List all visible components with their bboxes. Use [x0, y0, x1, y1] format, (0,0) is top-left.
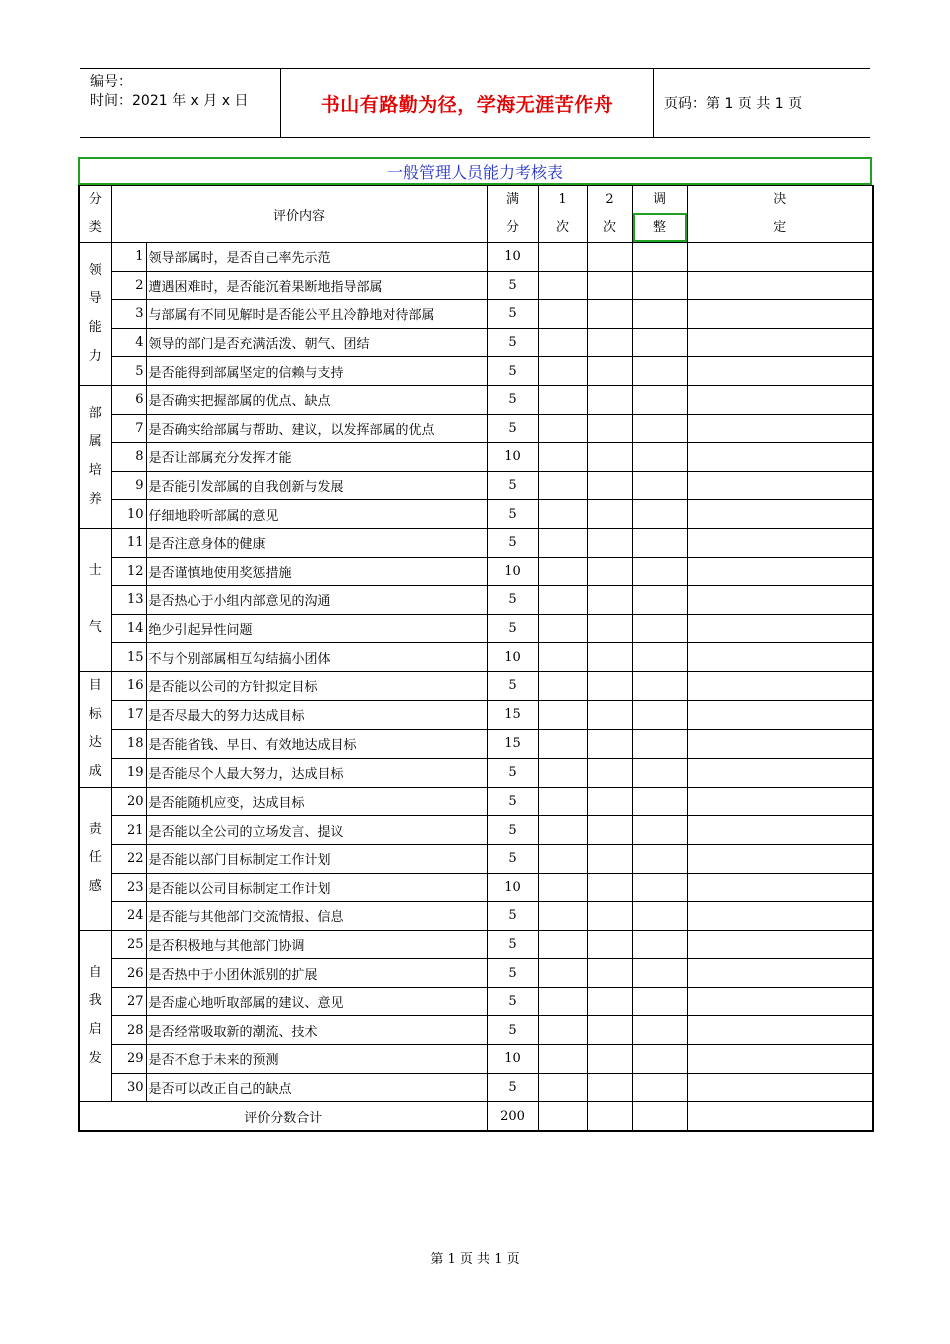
first-score-cell[interactable] [538, 1045, 587, 1074]
category-char: 启 [88, 1021, 102, 1037]
decision-cell[interactable] [687, 557, 873, 586]
first-score-cell[interactable] [538, 586, 587, 615]
adjust-cell[interactable] [632, 873, 687, 902]
second-total-cell[interactable] [587, 1102, 632, 1131]
full-score-cell: 5 [487, 1073, 538, 1102]
item-number: 19 [111, 758, 146, 787]
decision-cell[interactable] [687, 787, 873, 816]
full-score-cell: 5 [487, 586, 538, 615]
first-score-cell[interactable] [538, 385, 587, 414]
item-number: 5 [111, 357, 146, 386]
assessment-form [78, 157, 872, 1132]
adjust-cell[interactable] [632, 729, 687, 758]
first-score-cell[interactable] [538, 443, 587, 472]
decision-cell[interactable] [687, 300, 873, 329]
adjust-cell[interactable] [632, 844, 687, 873]
item-text: 是否能以公司的方针拟定目标 [146, 671, 487, 700]
item-number: 22 [111, 844, 146, 873]
second-score-cell[interactable] [587, 930, 632, 959]
item-text: 是否经常吸取新的潮流、技术 [146, 1016, 487, 1045]
adjust-cell[interactable] [632, 930, 687, 959]
table-row [79, 643, 873, 672]
item-number: 26 [111, 959, 146, 988]
second-score-cell[interactable] [587, 586, 632, 615]
category-char: 达 [88, 735, 102, 751]
second-score-cell[interactable] [587, 1045, 632, 1074]
decision-cell[interactable] [687, 1045, 873, 1074]
header-meta [80, 69, 281, 137]
table-title: 一般管理人员能力考核表 [78, 157, 872, 185]
item-text: 遭遇困难时，是否能沉着果断地指导部属 [146, 271, 487, 300]
header-decision: 决 定 [687, 186, 873, 243]
category-char: 自 [88, 964, 102, 980]
table-row [79, 930, 873, 959]
item-number: 17 [111, 700, 146, 729]
full-score-cell: 5 [487, 528, 538, 557]
full-score-cell: 5 [487, 357, 538, 386]
header-adjust: 调 整 [632, 186, 687, 243]
table-row [79, 500, 873, 529]
first-score-cell[interactable] [538, 959, 587, 988]
second-score-cell[interactable] [587, 357, 632, 386]
item-number: 27 [111, 987, 146, 1016]
decision-cell[interactable] [687, 959, 873, 988]
item-number: 25 [111, 930, 146, 959]
item-text: 是否可以改正自己的缺点 [146, 1073, 487, 1102]
second-score-cell[interactable] [587, 300, 632, 329]
full-score-cell: 10 [487, 873, 538, 902]
full-score-cell: 5 [487, 614, 538, 643]
table-row [79, 816, 873, 845]
decision-total-cell[interactable] [687, 1102, 873, 1131]
category-char: 我 [88, 993, 102, 1009]
item-number: 9 [111, 471, 146, 500]
category-char: 力 [88, 348, 102, 364]
table-body [79, 186, 873, 1131]
item-text: 不与个别部属相互勾结搞小团体 [146, 643, 487, 672]
item-number: 10 [111, 500, 146, 529]
second-score-cell[interactable] [587, 328, 632, 357]
item-text: 是否热心于小组内部意见的沟通 [146, 586, 487, 615]
decision-cell[interactable] [687, 816, 873, 845]
second-score-cell[interactable] [587, 243, 632, 272]
adjust-cell[interactable] [632, 1073, 687, 1102]
item-text: 是否谨慎地使用奖惩措施 [146, 557, 487, 586]
category-cell [79, 528, 111, 671]
decision-cell[interactable] [687, 271, 873, 300]
item-text: 是否能尽个人最大努力，达成目标 [146, 758, 487, 787]
table-row [79, 414, 873, 443]
first-score-cell[interactable] [538, 902, 587, 931]
header-first: 1 次 [538, 186, 587, 243]
full-score-cell: 5 [487, 671, 538, 700]
first-score-cell[interactable] [538, 844, 587, 873]
table-row [79, 787, 873, 816]
item-text: 是否能得到部属坚定的信赖与支持 [146, 357, 487, 386]
first-score-cell[interactable] [538, 758, 587, 787]
item-number: 23 [111, 873, 146, 902]
full-score-cell: 5 [487, 758, 538, 787]
total-row [79, 1102, 873, 1131]
second-score-cell[interactable] [587, 902, 632, 931]
category-char: 士 [88, 562, 102, 578]
first-score-cell[interactable] [538, 271, 587, 300]
first-score-cell[interactable] [538, 414, 587, 443]
full-score-cell: 10 [487, 443, 538, 472]
adjust-cell[interactable] [632, 643, 687, 672]
item-number: 13 [111, 586, 146, 615]
first-score-cell[interactable] [538, 300, 587, 329]
category-char: 能 [88, 319, 102, 335]
item-number: 29 [111, 1045, 146, 1074]
second-score-cell[interactable] [587, 500, 632, 529]
first-score-cell[interactable] [538, 987, 587, 1016]
header-category: 分 类 [79, 186, 111, 243]
table-row [79, 873, 873, 902]
decision-cell[interactable] [687, 357, 873, 386]
category-char: 部 [88, 405, 102, 421]
full-score-cell: 5 [487, 844, 538, 873]
full-score-cell: 10 [487, 643, 538, 672]
second-score-cell[interactable] [587, 729, 632, 758]
table-row [79, 328, 873, 357]
item-text: 领导部属时，是否自己率先示范 [146, 243, 487, 272]
table-row [79, 614, 873, 643]
full-score-cell: 5 [487, 930, 538, 959]
item-number: 24 [111, 902, 146, 931]
first-score-cell[interactable] [538, 1073, 587, 1102]
table-row [79, 471, 873, 500]
decision-cell[interactable] [687, 1016, 873, 1045]
category-char: 导 [88, 291, 102, 307]
table-row [79, 844, 873, 873]
item-number: 6 [111, 385, 146, 414]
full-score-cell: 15 [487, 700, 538, 729]
decision-cell[interactable] [687, 528, 873, 557]
decision-cell[interactable] [687, 729, 873, 758]
category-char: 气 [88, 620, 102, 636]
table-header-row [79, 186, 873, 243]
adjust-cell[interactable] [632, 357, 687, 386]
first-score-cell[interactable] [538, 357, 587, 386]
decision-cell[interactable] [687, 987, 873, 1016]
second-score-cell[interactable] [587, 471, 632, 500]
date-label: 时间：2021 年 x 月 x 日 [90, 93, 249, 109]
full-score-cell: 10 [487, 557, 538, 586]
first-score-cell[interactable] [538, 787, 587, 816]
first-total-cell[interactable] [538, 1102, 587, 1131]
adjust-cell[interactable] [632, 1016, 687, 1045]
full-score-cell: 5 [487, 500, 538, 529]
full-score-cell: 5 [487, 816, 538, 845]
item-number: 1 [111, 243, 146, 272]
category-cell [79, 671, 111, 787]
item-number: 18 [111, 729, 146, 758]
table-row [79, 300, 873, 329]
first-score-cell[interactable] [538, 500, 587, 529]
first-score-cell[interactable] [538, 471, 587, 500]
decision-cell[interactable] [687, 328, 873, 357]
decision-cell[interactable] [687, 586, 873, 615]
table-row [79, 959, 873, 988]
item-text: 是否积极地与其他部门协调 [146, 930, 487, 959]
assessment-table [78, 185, 874, 1132]
full-score-cell: 5 [487, 787, 538, 816]
item-number: 12 [111, 557, 146, 586]
adjust-cell[interactable] [632, 328, 687, 357]
first-score-cell[interactable] [538, 528, 587, 557]
adjust-cell[interactable] [632, 300, 687, 329]
category-char [80, 586, 111, 615]
document-header [80, 68, 870, 138]
adjust-cell[interactable] [632, 816, 687, 845]
category-char: 目 [88, 677, 102, 693]
first-score-cell[interactable] [538, 1016, 587, 1045]
second-score-cell[interactable] [587, 614, 632, 643]
item-number: 11 [111, 528, 146, 557]
category-char: 培 [88, 462, 102, 478]
header-page-info: 页码：第 1 页 共 1 页 [664, 96, 803, 112]
adjust-cell[interactable] [632, 271, 687, 300]
second-score-cell[interactable] [587, 844, 632, 873]
item-text: 绝少引起异性问题 [146, 614, 487, 643]
item-number: 14 [111, 614, 146, 643]
second-score-cell[interactable] [587, 271, 632, 300]
item-text: 是否注意身体的健康 [146, 528, 487, 557]
first-score-cell[interactable] [538, 243, 587, 272]
decision-cell[interactable] [687, 243, 873, 272]
category-cell [79, 243, 111, 386]
second-score-cell[interactable] [587, 443, 632, 472]
item-number: 7 [111, 414, 146, 443]
item-text: 是否能以部门目标制定工作计划 [146, 844, 487, 873]
item-number: 3 [111, 300, 146, 329]
header-motto: 书山有路勤为径，学海无涯苦作舟 [281, 69, 654, 137]
adjust-cell[interactable] [632, 385, 687, 414]
item-text: 是否不怠于未来的预测 [146, 1045, 487, 1074]
decision-cell[interactable] [687, 614, 873, 643]
page-footer: 第 1 页 共 1 页 [430, 1252, 520, 1267]
item-text: 是否能随机应变，达成目标 [146, 787, 487, 816]
decision-cell[interactable] [687, 643, 873, 672]
decision-cell[interactable] [687, 844, 873, 873]
adjust-cell[interactable] [632, 471, 687, 500]
second-score-cell[interactable] [587, 1073, 632, 1102]
decision-cell[interactable] [687, 930, 873, 959]
adjust-cell[interactable] [632, 671, 687, 700]
second-score-cell[interactable] [587, 557, 632, 586]
decision-cell[interactable] [687, 385, 873, 414]
first-score-cell[interactable] [538, 873, 587, 902]
table-row [79, 528, 873, 557]
first-score-cell[interactable] [538, 671, 587, 700]
adjust-cell[interactable] [632, 414, 687, 443]
category-cell [79, 787, 111, 930]
table-row [79, 729, 873, 758]
table-row [79, 1045, 873, 1074]
adjust-cell[interactable] [632, 700, 687, 729]
category-char: 养 [88, 491, 102, 507]
table-row [79, 243, 873, 272]
table-row [79, 1016, 873, 1045]
table-row [79, 758, 873, 787]
adjust-cell[interactable] [632, 243, 687, 272]
full-score-cell: 5 [487, 300, 538, 329]
item-text: 与部属有不同见解时是否能公平且冷静地对待部属 [146, 300, 487, 329]
adjust-cell[interactable] [632, 787, 687, 816]
header-second: 2 次 [587, 186, 632, 243]
full-score-cell: 5 [487, 328, 538, 357]
full-score-cell: 5 [487, 1016, 538, 1045]
second-score-cell[interactable] [587, 1016, 632, 1045]
full-score-cell: 5 [487, 271, 538, 300]
first-score-cell[interactable] [538, 614, 587, 643]
adjust-cell[interactable] [632, 1045, 687, 1074]
adjust-total-cell[interactable] [632, 1102, 687, 1131]
table-row [79, 271, 873, 300]
second-score-cell[interactable] [587, 787, 632, 816]
table-row [79, 557, 873, 586]
second-score-cell[interactable] [587, 671, 632, 700]
item-number: 2 [111, 271, 146, 300]
category-char: 任 [88, 850, 102, 866]
full-score-cell: 15 [487, 729, 538, 758]
table-row [79, 1073, 873, 1102]
item-number: 28 [111, 1016, 146, 1045]
decision-cell[interactable] [687, 671, 873, 700]
full-score-cell: 5 [487, 385, 538, 414]
second-score-cell[interactable] [587, 700, 632, 729]
second-score-cell[interactable] [587, 873, 632, 902]
total-score: 200 [487, 1102, 538, 1131]
full-score-cell: 5 [487, 987, 538, 1016]
second-score-cell[interactable] [587, 959, 632, 988]
second-score-cell[interactable] [587, 816, 632, 845]
table-row [79, 987, 873, 1016]
table-row [79, 357, 873, 386]
category-char: 感 [88, 879, 102, 895]
table-row [79, 586, 873, 615]
full-score-cell: 10 [487, 243, 538, 272]
decision-cell[interactable] [687, 500, 873, 529]
category-char: 责 [88, 821, 102, 837]
item-text: 是否能与其他部门交流情报、信息 [146, 902, 487, 931]
category-cell [79, 385, 111, 528]
full-score-cell: 5 [487, 471, 538, 500]
decision-cell[interactable] [687, 902, 873, 931]
first-score-cell[interactable] [538, 328, 587, 357]
second-score-cell[interactable] [587, 385, 632, 414]
second-score-cell[interactable] [587, 414, 632, 443]
second-score-cell[interactable] [587, 758, 632, 787]
item-text: 是否确实给部属与帮助、建议，以发挥部属的优点 [146, 414, 487, 443]
item-text: 是否尽最大的努力达成目标 [146, 700, 487, 729]
item-text: 是否能以公司目标制定工作计划 [146, 873, 487, 902]
item-text: 是否能省钱、早日、有效地达成目标 [146, 729, 487, 758]
first-score-cell[interactable] [538, 930, 587, 959]
category-char: 成 [88, 764, 102, 780]
item-text: 是否能引发部属的自我创新与发展 [146, 471, 487, 500]
category-char: 发 [88, 1050, 102, 1066]
adjust-cell[interactable] [632, 987, 687, 1016]
adjust-cell[interactable] [632, 902, 687, 931]
category-char: 标 [88, 706, 102, 722]
item-number: 20 [111, 787, 146, 816]
item-number: 16 [111, 671, 146, 700]
full-score-cell: 5 [487, 959, 538, 988]
item-number: 15 [111, 643, 146, 672]
decision-cell[interactable] [687, 414, 873, 443]
first-score-cell[interactable] [538, 643, 587, 672]
header-content: 评价内容 [111, 186, 487, 243]
item-text: 领导的部门是否充满活泼、朝气、团结 [146, 328, 487, 357]
second-score-cell[interactable] [587, 528, 632, 557]
adjust-cell[interactable] [632, 557, 687, 586]
decision-cell[interactable] [687, 700, 873, 729]
first-score-cell[interactable] [538, 729, 587, 758]
category-cell [79, 930, 111, 1102]
first-score-cell[interactable] [538, 816, 587, 845]
full-score-cell: 10 [487, 1045, 538, 1074]
item-text: 是否能以全公司的立场发言、提议 [146, 816, 487, 845]
adjust-cell[interactable] [632, 443, 687, 472]
item-text: 是否确实把握部属的优点、缺点 [146, 385, 487, 414]
item-text: 仔细地聆听部属的意见 [146, 500, 487, 529]
decision-cell[interactable] [687, 443, 873, 472]
item-text: 是否热中于小团休派别的扩展 [146, 959, 487, 988]
item-text: 是否虚心地听取部属的建议、意见 [146, 987, 487, 1016]
item-number: 30 [111, 1073, 146, 1102]
decision-cell[interactable] [687, 758, 873, 787]
item-number: 4 [111, 328, 146, 357]
table-row [79, 902, 873, 931]
table-row [79, 700, 873, 729]
second-score-cell[interactable] [587, 987, 632, 1016]
header-full-score: 满 分 [487, 186, 538, 243]
adjust-cell[interactable] [632, 614, 687, 643]
table-row [79, 385, 873, 414]
adjust-cell[interactable] [632, 758, 687, 787]
first-score-cell[interactable] [538, 557, 587, 586]
second-score-cell[interactable] [587, 643, 632, 672]
first-score-cell[interactable] [538, 700, 587, 729]
adjust-cell[interactable] [632, 528, 687, 557]
decision-cell[interactable] [687, 873, 873, 902]
table-row [79, 671, 873, 700]
total-label: 评价分数合计 [79, 1102, 487, 1131]
item-text: 是否让部属充分发挥才能 [146, 443, 487, 472]
category-char: 领 [88, 262, 102, 278]
adjust-cell[interactable] [632, 500, 687, 529]
adjust-cell[interactable] [632, 959, 687, 988]
full-score-cell: 5 [487, 902, 538, 931]
category-char: 属 [88, 434, 102, 450]
decision-cell[interactable] [687, 471, 873, 500]
adjust-cell[interactable] [632, 586, 687, 615]
decision-cell[interactable] [687, 1073, 873, 1102]
full-score-cell: 5 [487, 414, 538, 443]
item-number: 8 [111, 443, 146, 472]
table-row [79, 443, 873, 472]
item-number: 21 [111, 816, 146, 845]
number-label: 编号： [90, 74, 132, 90]
